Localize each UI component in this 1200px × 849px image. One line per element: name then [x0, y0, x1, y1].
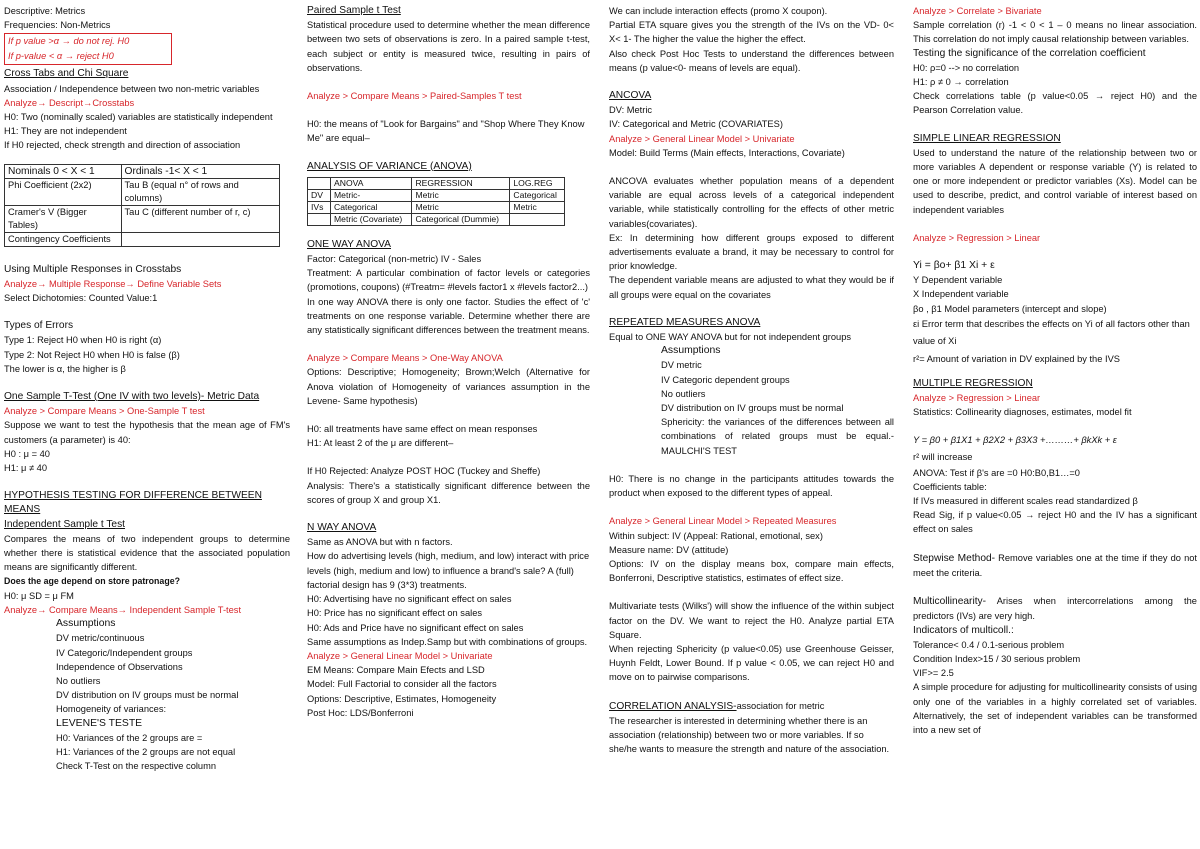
table-header-ordinals: Ordinals -1< X < 1: [121, 164, 279, 178]
assumption-item: No outliers: [56, 675, 101, 686]
correlation-heading-line: [609, 699, 894, 714]
p-value-rule-box: [4, 33, 172, 65]
assumptions-heading: Assumptions: [56, 618, 116, 630]
assumption-item: Homogeneity of variances:: [56, 704, 167, 715]
multicollinearity-heading: Multicollinearity-: [913, 596, 987, 608]
ancova-heading: ANCOVA: [609, 90, 652, 102]
regression-term: Y Dependent variable: [913, 275, 1003, 286]
n-way-line: Same as ANOVA but with n factors.: [307, 537, 453, 548]
multicollinearity-desc: Arises when intercorrelations among the predictors (IVs) are very high.: [913, 596, 1197, 622]
multicollinearity-indicators: Indicators of multicoll.:: [913, 624, 1014, 636]
r-squared-note: r²= Amount of variation in DV explained by the IVS: [913, 353, 1120, 364]
table-cell-empty: [121, 232, 279, 246]
n-way-line: How do advertising levels (high, medium, and low) interact with price levels (high, medium and low) to influence a brand's sale? A (full) factorial design has 9 (3*3) treatments.: [307, 551, 590, 590]
multiple-regression-statistics: Statistics: Collinearity diagnoses, estimates, model fit: [913, 407, 1132, 418]
correlation-desc: The researcher is interested in determining whether there is an association (relationship) between two or more variables. If so she/he wants to measure the strength and nature of the association.: [609, 715, 890, 755]
crosstabs-desc: Association / Independence between two non-metric variables: [4, 83, 260, 94]
column-2: [307, 4, 590, 849]
table-header-nominals: Nominals 0 < X < 1: [5, 164, 122, 178]
anova-heading: ANALYSIS OF VARIANCE (ANOVA): [307, 160, 472, 172]
error-type-2: Type 2: Not Reject H0 when H0 is false (β): [4, 349, 180, 360]
p-value-rule-2: If p-value < α → reject H0: [8, 51, 114, 62]
levene-h0: H0: Variances of the 2 groups are =: [56, 732, 203, 743]
regression-term: εi Error term that describes the effects on Yi of all factors other than value of Xi: [913, 318, 1190, 346]
simple-regression-heading: SIMPLE LINEAR REGRESSION: [913, 132, 1061, 144]
correlation-h1: H1: ρ ≠ 0 → correlation: [913, 77, 1009, 88]
frequencies-line: Frequencies: Non-Metrics: [4, 20, 111, 31]
rm-assumption-item: No outliers: [661, 388, 706, 399]
regression-term: X Independent variable: [913, 289, 1009, 300]
one-way-path: Analyze > Compare Means > One-Way ANOVA: [307, 353, 503, 364]
table-cell: Cramer's V (Bigger Tables): [5, 205, 122, 232]
ancova-path: Analyze > General Linear Model > Univariate: [609, 133, 795, 144]
one-sample-heading: One Sample T-Test (One IV with two levels)- Metric Data: [4, 391, 260, 403]
n-way-line: Post Hoc: LDS/Bonferroni: [307, 707, 414, 718]
table-cell: Categorical: [331, 201, 412, 213]
one-sample-path: Analyze > Compare Means > One-Sample T test: [4, 406, 205, 417]
table-cell: Metric: [412, 189, 510, 201]
independent-t-question: Does the age depend on store patronage?: [4, 576, 180, 587]
multiple-responses-heading: Using Multiple Responses in Crosstabs: [4, 263, 182, 275]
n-way-anova-heading: N WAY ANOVA: [307, 522, 377, 534]
simple-regression-equation: Yi = βo+ β1 Xi + ε: [913, 260, 995, 272]
correlation-check: Check correlations table (p value<0.05 → reject H0) and the Pearson Correlation value.: [913, 91, 1197, 116]
rm-multivariate: Multivariate tests (Wilks') will show the influence of the within subject factor on the DV. We want to reject the H0. Analyze partial ETA Square.: [609, 601, 894, 640]
tolerance-line: Tolerance< 0.4 / 0.1-serious problem: [913, 639, 1065, 650]
paired-t-desc: Statistical procedure used to determine whether the mean difference between two sets of observations is zero. In a paired sample t-test, each subject or entity is measured twice, resulting in pairs of observations.: [307, 20, 590, 73]
p-value-rule-1: If p value >α → do not rej. H0: [8, 36, 130, 47]
mr-coefficients: Coefficients table:: [913, 481, 987, 492]
table-cell: Contingency Coefficients: [5, 232, 122, 246]
mr-r-squared: r² will increase: [913, 451, 973, 462]
table-row-label: DV: [308, 189, 331, 201]
rm-within-subject: Within subject: IV (Appeal: Rational, emotional, sex): [609, 530, 823, 541]
simple-regression-desc: Used to understand the nature of the relationship between two or more variables A dependent or response variable (Y) is related to one or more independent or predictor variables (Xs). Model can be used to describe, predict, and control variable of interest based on independent variables: [913, 147, 1197, 215]
correlation-heading: CORRELATION ANALYSIS-: [609, 700, 737, 712]
descriptive-line: Descriptive: Metrics: [4, 6, 86, 16]
one-way-reject: If H0 Rejected: Analyze POST HOC (Tuckey and Sheffe): [307, 466, 541, 477]
n-way-line: Same assumptions as Indep.Samp but with combinations of groups.: [307, 636, 588, 647]
correlation-subheading: association for metric: [736, 700, 825, 711]
table-header: ANOVA: [331, 177, 412, 189]
one-way-options: Options: Descriptive; Homogeneity; Brown;Welch (Alternative for Anova violation of Homogeneity of variances assumption in the Levene- Same hypothesis): [307, 367, 590, 406]
paired-t-heading: Paired Sample t Test: [307, 5, 401, 16]
ancova-dv: DV: Metric: [609, 105, 653, 116]
stepwise-heading: Stepwise Method-: [913, 552, 996, 564]
multiple-regression-heading: MULTIPLE REGRESSION: [913, 377, 1033, 389]
table-cell: Phi Coefficient (2x2): [5, 178, 122, 205]
table-corner: [308, 177, 331, 189]
stepwise-line: [913, 551, 1197, 580]
crosstabs-path: Analyze→ Descript→Crosstabs: [4, 97, 135, 108]
ancova-iv: IV: Categorical and Metric (COVARIATES): [609, 119, 783, 130]
ancova-example: Ex: In determining how different groups exposed to different advertisements evaluate a brand, it may be necessary to control for prior knowledge.: [609, 232, 894, 272]
mr-anova: ANOVA: Test if β's are =0 H0:B0,B1…=0: [913, 467, 1080, 478]
multicollinearity-procedure: A simple procedure for adjusting for multicollinearity consists of using only one of the variables in a highly correlated set of variables. Alternatively, the set of independent variables can be transformed into a new set of: [913, 682, 1197, 735]
errors-heading: Types of Errors: [4, 320, 74, 332]
multiple-regression-equation: Y = β0 + β1X1 + β2X2 + β3X3 +………+ βkXk + ε: [913, 435, 1117, 446]
condition-index-line: Condition Index>15 / 30 serious problem: [913, 653, 1081, 664]
rm-sphericity: When rejecting Sphericity (p value<0.05) use Greenhouse Geisser, Huynh Feldt, Lower Bound. If p value < 0.05, we can reject H0 and move on to pairwise comparisons.: [609, 643, 894, 683]
table-cell: Metric-: [331, 189, 412, 201]
mr-significance: Read Sig, if p value<0.05 → reject H0 and the IV has a significant effect on sales: [913, 510, 1197, 535]
partial-eta-note: Partial ETA square gives you the strength of the IVs on the VD- 0< X< 1- The higher the value the higher the effect.: [609, 20, 894, 45]
n-way-line: Options: Descriptive, Estimates, Homogeneity: [307, 693, 497, 704]
table-cell: Categorical (Dummie): [412, 213, 510, 225]
repeated-measures-path: Analyze > General Linear Model > Repeated Measures: [609, 516, 837, 527]
ancova-desc: ANCOVA evaluates whether population means of a dependent variable are equal across levels of a categorical independent variable, while statistically controlling for the effects of other metric variables(covariates).: [609, 176, 894, 229]
table-cell: Metric: [412, 201, 510, 213]
crosstabs-reject: If H0 rejected, check strength and direction of association: [4, 140, 241, 151]
table-row-label: IVs: [308, 201, 331, 213]
multicollinearity-line: [913, 594, 1197, 623]
one-way-anova-heading: ONE WAY ANOVA: [307, 238, 391, 250]
correlation-significance-heading: Testing the significance of the correlation coefficient: [913, 47, 1146, 59]
n-way-line: EM Means: Compare Main Efects and LSD: [307, 665, 485, 676]
table-cell: Metric (Covariate): [331, 213, 412, 225]
hypothesis-testing-heading: HYPOTHESIS TESTING FOR DIFFERENCE BETWEEN MEANS: [4, 490, 262, 516]
independent-t-path: Analyze→ Compare Means→ Independent Sample T-test: [4, 604, 242, 615]
rm-assumptions-heading: Assumptions: [661, 345, 721, 357]
post-hoc-note: Also check Post Hoc Tests to understand the differences between means (p value<0- means of levels are equal).: [609, 48, 894, 73]
multiple-responses-path: Analyze→ Multiple Response→ Define Variable Sets: [4, 278, 222, 289]
rm-assumption-item: IV Categoric dependent groups: [661, 374, 790, 385]
stepwise-desc: Remove variables one at the time if they do not meet the criteria.: [913, 552, 1197, 578]
column-3: [609, 4, 894, 849]
assumption-item: DV distribution on IV groups must be normal: [56, 690, 239, 701]
crosstabs-h1: H1: They are not independent: [4, 126, 127, 137]
regression-term: βo , β1 Model parameters (intercept and slope): [913, 303, 1107, 314]
crosstabs-h0: H0: Two (nominally scaled) variables are statistically independent: [4, 112, 273, 123]
one-way-treatment: Treatment: A particular combination of factor levels or categories (promotions, coupons) (#Treatm= #levels factor1 x #levels factor2...): [307, 268, 590, 293]
ancova-model: Model: Build Terms (Main effects, Interactions, Covariate): [609, 147, 845, 158]
table-cell: Metric: [510, 201, 565, 213]
multiple-regression-path: Analyze > Regression > Linear: [913, 393, 1041, 404]
crosstabs-heading: Cross Tabs and Chi Square: [4, 68, 129, 80]
table-cell-empty: [308, 213, 331, 225]
assumption-item: Independence of Observations: [56, 661, 183, 672]
repeated-measures-heading: REPEATED MEASURES ANOVA: [609, 316, 761, 328]
simple-regression-path: Analyze > Regression > Linear: [913, 232, 1041, 243]
one-way-h1: H1: At least 2 of the μ are different–: [307, 438, 454, 449]
interaction-note: We can include interaction effects (promo X coupon).: [609, 6, 828, 16]
table-header: LOG.REG: [510, 177, 565, 189]
rm-options: Options: IV on the display means box, compare main effects, Bonferroni, Descriptive statistics, estimates of effect size.: [609, 558, 894, 584]
assumption-item: IV Categoric/Independent groups: [56, 647, 193, 658]
table-cell: Categorical: [510, 189, 565, 201]
independent-t-desc: Compares the means of two independent groups to determine whether there is statistical evidence that the associated population means are significantly different.: [4, 533, 290, 573]
anova-regression-table: [307, 177, 565, 226]
rm-measure-name: Measure name: DV (attitude): [609, 544, 729, 555]
multiple-responses-select: Select Dichotomies: Counted Value:1: [4, 293, 158, 304]
one-way-analysis: Analysis: There's a statistically significant difference between the scores of group X and group X1.: [307, 480, 590, 505]
levene-h1: H1: Variances of the 2 groups are not equal: [56, 746, 236, 757]
levene-check: Check T-Test on the respective column: [56, 761, 217, 772]
rm-assumption-item: DV distribution on IV groups must be normal: [661, 403, 844, 414]
one-way-factor: Factor: Categorical (non-metric) IV - Sales: [307, 254, 482, 265]
independent-t-heading: Independent Sample t Test: [4, 518, 126, 530]
one-way-desc: In one way ANOVA there is only one factor. Studies the effect of 'c' treatments on one response variable. Determine whether there are any statistically significant differences between the treatment means.: [307, 296, 590, 336]
table-cell-empty: [510, 213, 565, 225]
levene-heading: LEVENE'S TESTE: [56, 717, 143, 729]
one-sample-h0: H0 : μ = 40: [4, 448, 50, 459]
one-sample-desc: Suppose we want to test the hypothesis that the mean age of FM's customers (a parameter) is 40:: [4, 420, 290, 445]
table-cell: Tau C (different number of r, c): [121, 205, 279, 232]
n-way-line: H0: Advertising have no significant effect on sales: [307, 594, 512, 605]
n-way-line: H0: Price has no significant effect on sales: [307, 608, 483, 619]
error-type-1: Type 1: Reject H0 when H0 is right (α): [4, 335, 162, 346]
one-sample-h1: H1: μ ≠ 40: [4, 463, 48, 474]
repeated-measures-h0: H0: There is no change in the participants attitudes towards the product when exposed to the different types of appeal.: [609, 473, 894, 499]
paired-t-h0: H0: the means of "Look for Bargains" and "Shop Where They Know Me" are equal–: [307, 119, 585, 144]
repeated-measures-desc: Equal to ONE WAY ANOVA but for not independent groups: [609, 332, 852, 343]
table-header: REGRESSION: [412, 177, 510, 189]
assumption-item: DV metric/continuous: [56, 633, 145, 644]
paired-t-path: Analyze > Compare Means > Paired-Samples T test: [307, 91, 522, 102]
error-relation: The lower is α, the higher is β: [4, 363, 126, 374]
column-4: [913, 4, 1197, 849]
rm-assumption-item: DV metric: [661, 360, 702, 371]
correlation-h0: H0: ρ=0 --> no correlation: [913, 62, 1020, 73]
n-way-line: Model: Full Factorial to consider all the factors: [307, 679, 497, 690]
independent-t-h0: H0: μ SD = μ FM: [4, 590, 74, 601]
one-way-h0: H0: all treatments have same effect on mean responses: [307, 424, 538, 435]
correlation-sample: Sample correlation (r) -1 < 0 < 1 – 0 means no linear association. This correlation do not imply causal relationship between variables.: [913, 20, 1197, 45]
table-cell: Tau B (equal n° of rows and columns): [121, 178, 279, 205]
column-1: [4, 4, 290, 849]
n-way-line: H0: Ads and Price have no significant effect on sales: [307, 622, 524, 633]
n-way-path: Analyze > General Linear Model > Univariate: [307, 650, 493, 661]
correlate-path: Analyze > Correlate > Bivariate: [913, 6, 1042, 16]
mr-coefficients-2: If IVs measured in different scales read standardized β: [913, 496, 1138, 507]
rm-assumption-item: Sphericity: the variances of the differences between all combinations of related groups must be equal.- MAULCHI'S TEST: [661, 417, 894, 456]
ancova-adjusted: The dependent variable means are adjusted to what they would be if all groups were equal on the covariates: [609, 275, 894, 300]
vif-line: VIF>= 2.5: [913, 668, 954, 679]
nominal-ordinal-table: [4, 164, 280, 247]
